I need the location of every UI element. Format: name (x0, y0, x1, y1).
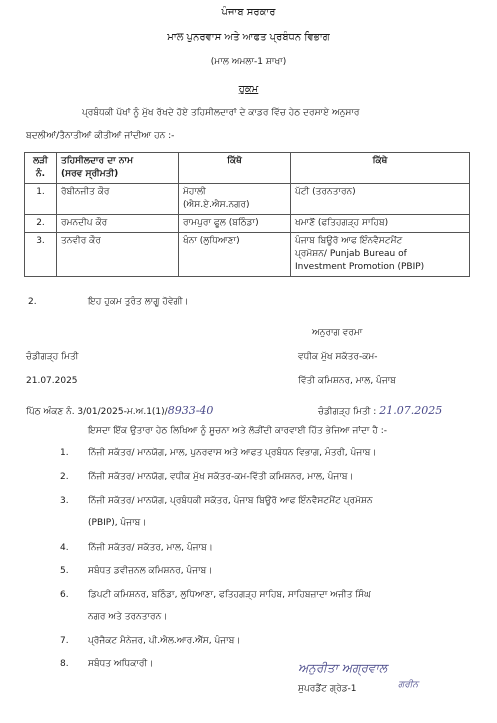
intro-line-1: ਪ੍ਰਬੰਧਕੀ ਪੱਖਾਂ ਨੂੰ ਮੁੱਖ ਰੱਖਦੇ ਹੋਏ ਤਹਿਸੀਲਦਾਰਾਂ ਦੇ ਕਾਡਰ ਵਿੱਚ ਹੇਠ ਦਰਸਾਏ ਅਨੁਸਾਰ (82, 108, 360, 118)
row-from-text: ਮੋਹਾਲੀ (183, 187, 206, 197)
header-name-text-2: (ਸਰਵ ਸ੍ਰੀਮਤੀ) (61, 169, 119, 179)
signatory-designation-1: ਵਧੀਕ ਮੁੱਖ ਸਕੱਤਰ-ਕਮ- (298, 352, 378, 362)
handwritten-initials: ਗਰੀਨ (398, 680, 419, 690)
header-to: ਕਿੱਥੇ (291, 153, 470, 184)
list-item-num: 7. (60, 636, 69, 646)
list-item: ਨਿੱਜੀ ਸਕੱਤਰ/ ਮਾਨਯੋਗ, ਪ੍ਰਬੰਧਕੀ ਸਕੱਤਰ, ਪੰਜਾਬ ਬਿਊਰੋ ਆਫ ਇੰਨਵੈਸਟਮੈਂਟ ਪ੍ਰਮੋਸ਼ਨ (88, 496, 373, 506)
header-sno-text: ਲੜੀ (33, 156, 48, 166)
row-from: ਖੰਨਾ (ਲੁਧਿਆਣਾ) (179, 233, 291, 277)
row-name: ਤਨਵੀਰ ਕੌਰ (57, 233, 179, 277)
list-item-num: 3. (60, 496, 69, 506)
row-from-text-2: (ਐਸ.ਏ.ਐਸ.ਨਗਰ) (183, 200, 250, 210)
intro-line-2: ਬਦਲੀਆਂ/ਤੈਨਾਤੀਆਂ ਕੀਤੀਆਂ ਜਾਂਦੀਆ ਹਨ :- (26, 131, 175, 141)
para-2-text: ਇਹ ਹੁਕਮ ਤੁਰੰਤ ਲਾਗੂ ਹੋਵੇਗੀ। (88, 297, 189, 307)
table-row (25, 233, 470, 277)
row-name: ਰਮਨਦੀਪ ਕੌਰ (57, 215, 179, 233)
list-item-num: 6. (60, 590, 69, 600)
list-item: ਸਬੰਧਤ ਡਵੀਜ਼ਨਲ ਕਮਿਸ਼ਨਰ, ਪੰਜਾਬ। (88, 566, 213, 576)
list-item-num: 8. (60, 659, 69, 669)
row-sno: 2. (25, 215, 57, 233)
header-from: ਕਿੱਥੋ (179, 153, 291, 184)
list-item: ਡਿਪਟੀ ਕਮਿਸ਼ਨਰ, ਬਠਿੰਡਾ, ਲੁਧਿਆਣਾ, ਫਤਿਹਗੜ੍ਹ ਸਾਹਿਬ, ਸਾਹਿਬਜ਼ਾਦਾ ਅਜੀਤ ਸਿੰਘ (88, 590, 371, 600)
handwritten-signature: ਅਨੁਰੀਤਾ ਅਗ੍ਰਵਾਲ (298, 661, 387, 675)
endorsement-handwritten-number: 8933-40 (167, 404, 214, 417)
header-sno (25, 153, 57, 184)
table-row (25, 184, 470, 215)
para-2-number: 2. (28, 297, 37, 307)
header-name-text: ਤਹਿਸੀਲਦਾਰ ਦਾ ਨਾਮ (61, 156, 134, 166)
list-item-continued: (PBIP), ਪੰਜਾਬ। (88, 518, 147, 528)
list-item: ਪ੍ਰੋਜੈਕਟ ਮੈਨੇਜਰ, ਪੀ.ਐਲ.ਆਰ.ਐੱਸ, ਪੰਜਾਬ। (88, 636, 241, 646)
header-name (57, 153, 179, 184)
list-item-num: 2. (60, 472, 69, 482)
list-item: ਸਬੰਧਤ ਅਧਿਕਾਰੀ। (88, 659, 154, 669)
list-item: ਨਿੱਜੀ ਸਕੱਤਰ/ ਸਕੱਤਰ, ਮਾਲ, ਪੰਜਾਬ। (88, 543, 213, 553)
order-title: ਹੁਕਮ (238, 84, 259, 95)
header-sno-text-2: ਨੰ. (35, 169, 46, 179)
row-to-text-2: ਪ੍ਰਮੋਸ਼ਨ/ Punjab Bureau of (295, 249, 407, 259)
endorsement-handwritten-date: 21.07.2025 (379, 404, 443, 417)
row-to: ਪੱਟੀ (ਤਰਨਤਾਰਨ) (291, 184, 470, 215)
list-item-continued: ਨਗਰ ਅਤੇ ਤਰਨਤਾਰਨ। (88, 612, 168, 622)
list-item-num: 5. (60, 566, 69, 576)
row-sno: 3. (25, 233, 57, 277)
row-to-text-3: Investment Promotion (PBIP) (295, 262, 425, 272)
endorsement-intro: ਇਸਦਾ ਇੱਕ ਉਤਾਰਾ ਹੇਠ ਲਿਖਿਆ ਨੂੰ ਸੂਚਨਾ ਅਤੇ ਲੋੜੀਂਦੀ ਕਾਰਵਾਈ ਹਿੱਤ ਭੇਜਿਆ ਜਾਂਦਾ ਹੈ :- (88, 426, 387, 436)
endorsement-number (26, 404, 213, 417)
list-item-num: 1. (60, 448, 69, 458)
government-heading: ਪੰਜਾਬ ਸਰਕਾਰ (221, 7, 276, 18)
superintendent-designation: ਸੁਪਰਡੈਂਟ ਗ੍ਰੇਡ-1 (298, 684, 357, 694)
signatory-name: ਅਨੁਰਾਗ ਵਰਮਾ (312, 328, 363, 338)
row-name: ਰੋਬੀਨਜੀਤ ਕੌਰ (57, 184, 179, 215)
table-row (25, 215, 470, 233)
endorsement-date (318, 404, 442, 417)
row-from (179, 184, 291, 215)
order-date: 21.07.2025 (26, 376, 78, 386)
row-to: ਖਮਾਣੋਂ (ਫਤਿਹਗੜ੍ਹ ਸਾਹਿਬ) (291, 215, 470, 233)
branch-heading: (ਮਾਲ ਅਮਲਾ-1 ਸ਼ਾਖਾ) (210, 57, 287, 67)
list-item: ਨਿੱਜੀ ਸਕੱਤਰ/ ਮਾਨਯੋਗ, ਵਧੀਕ ਮੁੱਖ ਸਕੱਤਰ-ਕਮ-ਵਿੱਤੀ ਕਮਿਸ਼ਨਰ, ਮਾਲ, ਪੰਜਾਬ। (88, 472, 354, 482)
department-heading: ਮਾਲ ਪੁਨਰਵਾਸ ਅਤੇ ਆਫਤ ਪ੍ਰਬੰਧਨ ਵਿਭਾਗ (167, 32, 330, 43)
list-item: ਨਿੱਜੀ ਸਕੱਤਰ/ ਮਾਨਯੋਗ, ਮਾਲ, ਪੁਨਰਵਾਸ ਅਤੇ ਆਫਤ ਪ੍ਰਬੰਧਨ ਵਿਭਾਗ, ਮੰਤਰੀ, ਪੰਜਾਬ। (88, 448, 377, 458)
place-label: ਚੰਡੀਗੜ੍ਹ ਮਿਤੀ (26, 352, 79, 362)
transfer-table (24, 152, 470, 277)
endorsement-date-label: ਚੰਡੀਗੜ੍ਹ ਮਿਤੀ : (318, 407, 377, 417)
endorsement-prefix: ਪਿੱਠ ਅੰਕਣ ਨੰ. 3/01/2025-ਮ.ਅ.1(1)/ (26, 407, 168, 417)
row-to (291, 233, 470, 277)
list-item-num: 4. (60, 543, 69, 553)
row-from: ਰਾਮਪੁਰਾ ਫੂਲ (ਬਠਿੰਡਾ) (179, 215, 291, 233)
row-sno: 1. (25, 184, 57, 215)
row-to-text: ਪੰਜਾਬ ਬਿਊਰੋ ਆਫ ਇੰਨਵੈਸਟਮੈਂਟ (295, 236, 403, 246)
table-header-row (25, 153, 470, 184)
signatory-designation-2: ਵਿੱਤੀ ਕਮਿਸ਼ਨਰ, ਮਾਲ, ਪੰਜਾਬ (298, 376, 396, 386)
